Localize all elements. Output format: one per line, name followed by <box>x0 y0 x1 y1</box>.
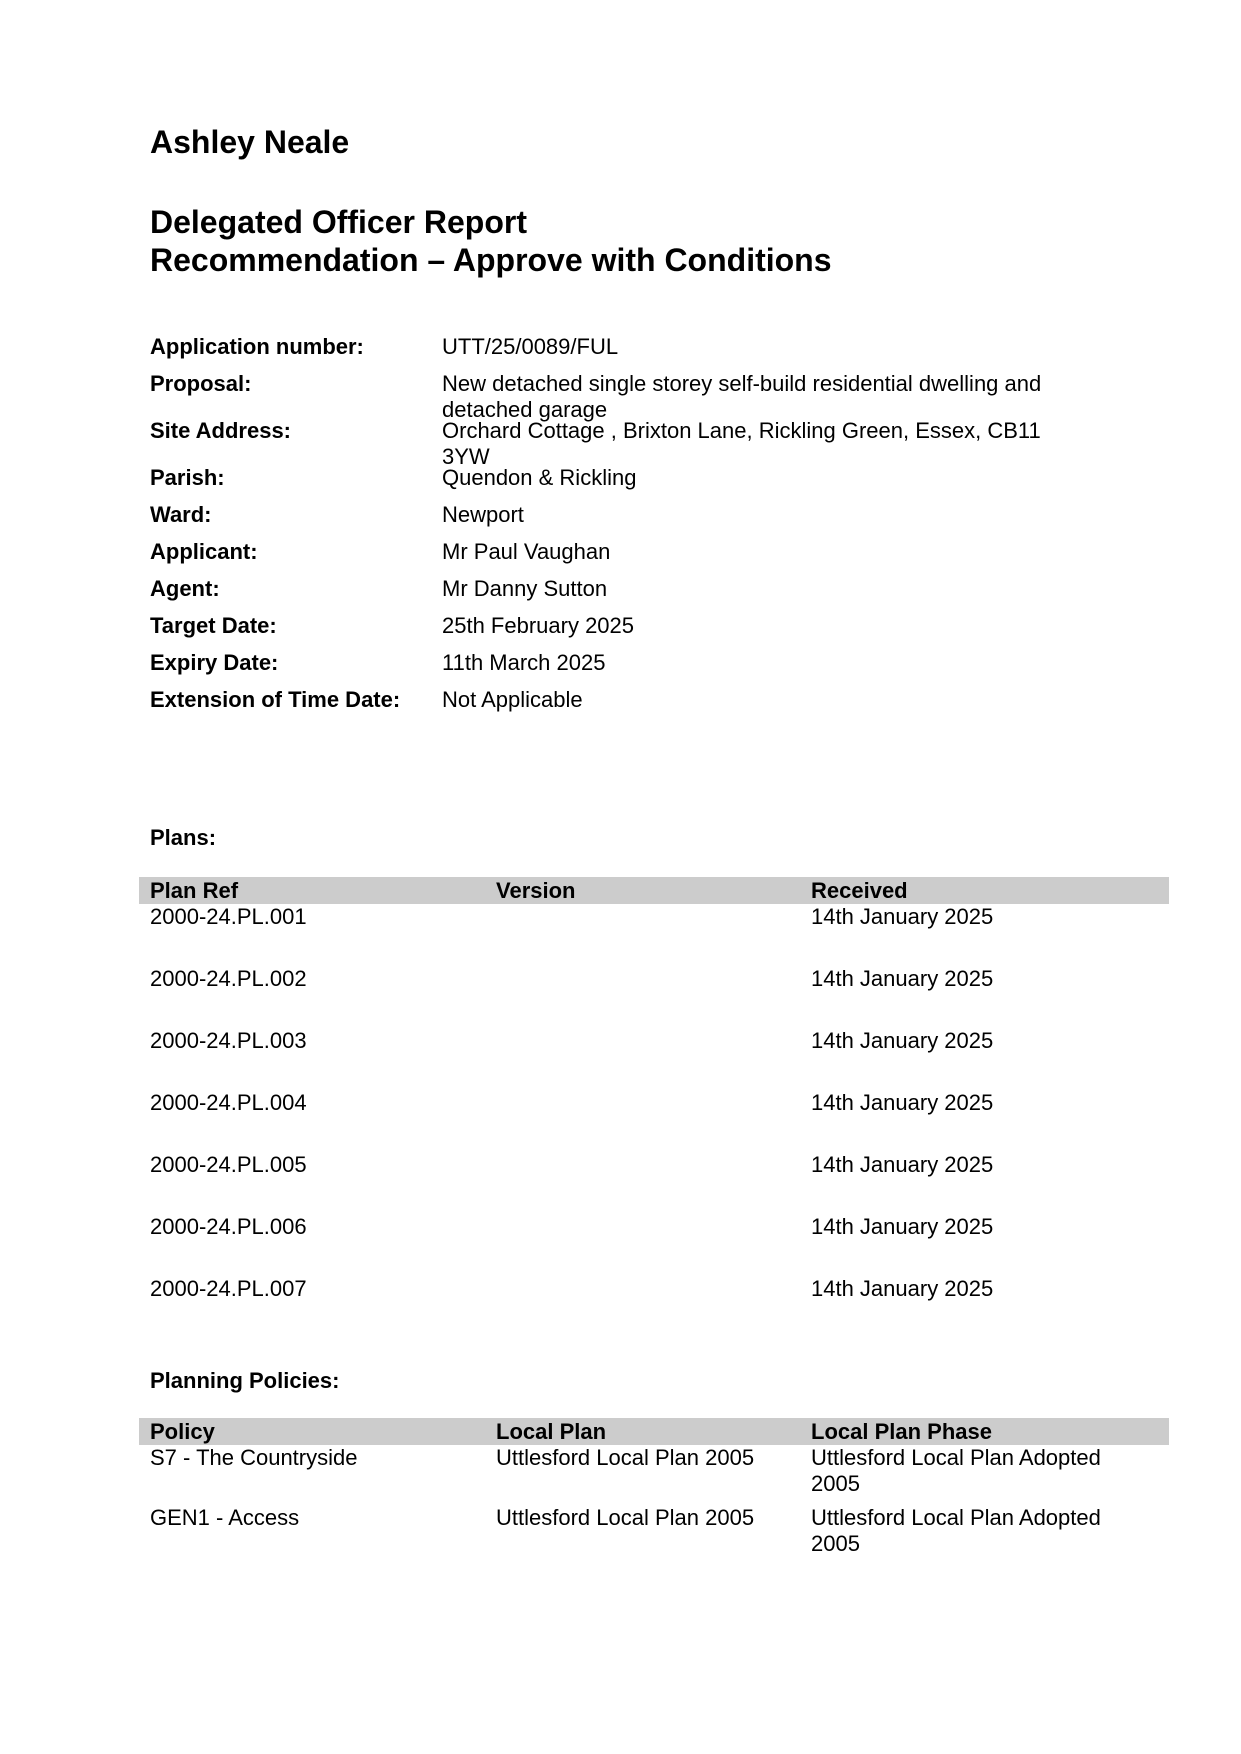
detail-value: Mr Danny Sutton <box>442 576 608 601</box>
detail-label: Expiry Date: <box>150 650 279 675</box>
plan-ref: 2000-24.PL.006 <box>150 1214 307 1239</box>
report-title <box>150 203 832 279</box>
plan-received: 14th January 2025 <box>811 1090 994 1115</box>
detail-label: Extension of Time Date: <box>150 687 401 712</box>
column-header: Policy <box>150 1419 215 1444</box>
detail-label: Applicant: <box>150 539 258 564</box>
plans-heading: Plans: <box>150 825 217 850</box>
plan-ref: 2000-24.PL.002 <box>150 966 307 991</box>
table-row <box>139 1152 1169 1214</box>
plan-ref: 2000-24.PL.004 <box>150 1090 307 1115</box>
table-row <box>139 1214 1169 1276</box>
column-header: Received <box>811 878 908 903</box>
detail-label: Application number: <box>150 334 364 359</box>
column-header: Local Plan <box>496 1419 607 1444</box>
policy-phase: Uttlesford Local Plan Adopted 2005 <box>811 1445 1101 1496</box>
report-title-line-1: Delegated Officer Report <box>150 204 527 240</box>
detail-value: Not Applicable <box>442 687 583 712</box>
plan-received: 14th January 2025 <box>811 1214 994 1239</box>
detail-label: Agent: <box>150 576 220 601</box>
planning-policies-heading: Planning Policies: <box>150 1368 340 1393</box>
policy-phase: Uttlesford Local Plan Adopted 2005 <box>811 1505 1101 1556</box>
author-name: Ashley Neale <box>150 124 350 160</box>
plan-ref: 2000-24.PL.003 <box>150 1028 307 1053</box>
detail-value: Quendon & Rickling <box>442 465 637 490</box>
policy-local-plan: Uttlesford Local Plan 2005 <box>496 1505 755 1530</box>
table-row <box>139 1445 1169 1505</box>
detail-value: Orchard Cottage , Brixton Lane, Rickling Green, Essex, CB11 3YW <box>442 418 1041 469</box>
plan-received: 14th January 2025 <box>811 1152 994 1177</box>
table-row <box>139 1505 1169 1565</box>
table-row <box>139 1276 1169 1338</box>
detail-label: Parish: <box>150 465 225 490</box>
detail-value: 11th March 2025 <box>442 650 606 675</box>
detail-label: Target Date: <box>150 613 277 638</box>
policy-name: S7 - The Countryside <box>150 1445 358 1470</box>
policy-name: GEN1 - Access <box>150 1505 300 1530</box>
column-header: Version <box>496 878 576 903</box>
table-header <box>139 1418 1169 1445</box>
plans-table <box>139 877 1169 1338</box>
report-title-line-2: Recommendation – Approve with Conditions <box>150 242 832 278</box>
table-row <box>139 1028 1169 1090</box>
detail-value: 25th February 2025 <box>442 613 635 638</box>
detail-value: Mr Paul Vaughan <box>442 539 611 564</box>
column-header: Local Plan Phase <box>811 1419 992 1444</box>
detail-value: New detached single storey self-build residential dwelling and detached garage <box>442 371 1042 422</box>
table-header <box>139 877 1169 904</box>
plan-received: 14th January 2025 <box>811 904 994 929</box>
column-header: Plan Ref <box>150 878 239 903</box>
policy-local-plan: Uttlesford Local Plan 2005 <box>496 1445 755 1470</box>
plan-received: 14th January 2025 <box>811 966 994 991</box>
plan-received: 14th January 2025 <box>811 1028 994 1053</box>
plan-ref: 2000-24.PL.001 <box>150 904 307 929</box>
detail-label: Ward: <box>150 502 212 527</box>
policies-table <box>139 1418 1169 1565</box>
plan-received: 14th January 2025 <box>811 1276 994 1301</box>
table-row <box>139 966 1169 1028</box>
plan-ref: 2000-24.PL.005 <box>150 1152 307 1177</box>
plan-ref: 2000-24.PL.007 <box>150 1276 307 1301</box>
detail-value: Newport <box>442 502 524 527</box>
table-row <box>139 1090 1169 1152</box>
detail-label: Site Address: <box>150 418 292 443</box>
detail-value: UTT/25/0089/FUL <box>442 334 619 359</box>
table-row <box>139 904 1169 966</box>
detail-label: Proposal: <box>150 371 252 396</box>
